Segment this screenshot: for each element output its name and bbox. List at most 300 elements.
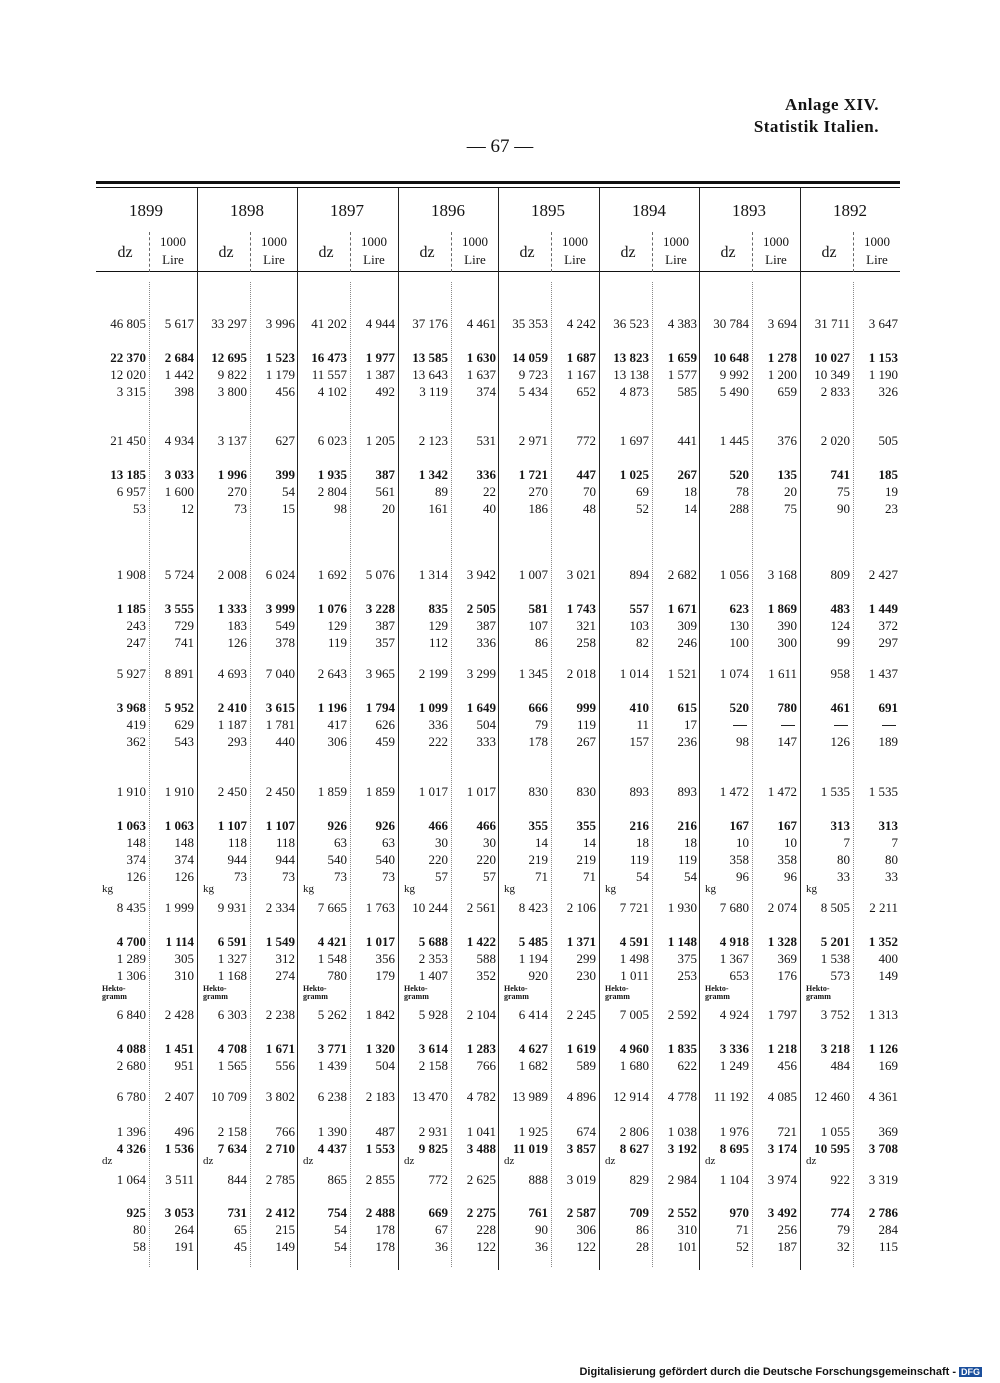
value-cell: 1 371 <box>566 934 596 949</box>
quantity-cell: 8 435 <box>116 900 146 915</box>
value-cell: 321 <box>576 618 596 633</box>
quantity-cell: 71 <box>535 869 548 884</box>
unit-dz-header: dz <box>620 244 636 261</box>
value-cell: 1 553 <box>365 1141 395 1156</box>
unit-lire-bottom: Lire <box>564 252 586 267</box>
quantity-cell: 2 123 <box>418 433 448 448</box>
quantity-cell: 119 <box>629 852 649 867</box>
value-cell: 626 <box>375 717 395 732</box>
quantity-cell: 2 971 <box>518 433 548 448</box>
value-cell: 2 427 <box>868 567 898 582</box>
value-cell: 4 896 <box>566 1089 596 1104</box>
value-cell: 561 <box>375 484 395 499</box>
quantity-cell: 6 840 <box>116 1007 146 1022</box>
quantity-cell: 35 353 <box>512 316 548 331</box>
quantity-cell: 46 805 <box>110 316 146 331</box>
value-cell: 3 965 <box>365 666 395 681</box>
value-cell: 178 <box>375 1239 395 1254</box>
quantity-cell: 2 833 <box>820 384 850 399</box>
value-cell: 372 <box>878 618 898 633</box>
quantity-cell: 2 450 <box>217 784 247 799</box>
value-cell: 1 611 <box>768 666 797 681</box>
quantity-cell: 3 218 <box>820 1041 850 1056</box>
quantity-cell: 67 <box>435 1222 448 1237</box>
column-subdivider <box>350 282 351 1267</box>
value-cell: 1 600 <box>164 484 194 499</box>
quantity-cell: 112 <box>428 635 448 650</box>
unit-label-line: gramm <box>404 992 429 1001</box>
value-cell: 119 <box>677 852 697 867</box>
value-cell: 2 984 <box>667 1172 697 1187</box>
quantity-cell: 6 780 <box>116 1089 146 1104</box>
unit-label-line: dz <box>605 1155 616 1167</box>
quantity-cell: 2 353 <box>418 951 448 966</box>
value-cell: 63 <box>382 835 395 850</box>
value-cell: 2 412 <box>265 1205 295 1220</box>
quantity-cell: 557 <box>629 601 649 616</box>
value-cell: 135 <box>777 467 797 482</box>
value-cell: 652 <box>576 384 596 399</box>
value-cell: 1 437 <box>868 666 898 681</box>
quantity-cell: 958 <box>830 666 850 681</box>
value-cell: 459 <box>375 734 395 749</box>
quantity-cell: 741 <box>830 467 850 482</box>
hektogramm-unit-label <box>303 985 328 1001</box>
unit-label-line: Hekto- <box>203 984 227 993</box>
quantity-cell: 970 <box>729 1205 749 1220</box>
quantity-cell: 1 859 <box>317 784 347 799</box>
quantity-cell: 1 472 <box>719 784 749 799</box>
dz-unit-label <box>605 1155 615 1167</box>
quantity-cell: 5 490 <box>719 384 749 399</box>
value-cell: 2 592 <box>667 1007 697 1022</box>
value-cell: 944 <box>275 852 295 867</box>
quantity-cell: 1 445 <box>719 433 749 448</box>
quantity-cell: 12 914 <box>613 1089 649 1104</box>
value-cell: 1 190 <box>868 367 898 382</box>
year-header: 1892 <box>833 201 867 220</box>
quantity-cell: 98 <box>334 501 347 516</box>
quantity-cell: 183 <box>227 618 247 633</box>
value-cell: 1 278 <box>767 350 797 365</box>
value-cell: 1 521 <box>667 666 697 681</box>
value-cell: 492 <box>375 384 395 399</box>
hektogramm-unit-label <box>705 985 730 1001</box>
value-cell: 549 <box>275 618 295 633</box>
quantity-cell: 161 <box>428 501 448 516</box>
value-cell: 5 617 <box>164 316 194 331</box>
column-subdivider <box>250 282 251 1267</box>
value-cell: 119 <box>576 717 596 732</box>
value-cell: 2 183 <box>365 1089 395 1104</box>
hektogramm-unit-label <box>605 985 630 1001</box>
unit-lire-header <box>651 233 701 269</box>
column-subdivider <box>149 282 150 1267</box>
value-cell: 352 <box>476 968 496 983</box>
quantity-cell: 520 <box>729 467 749 482</box>
value-cell: 179 <box>375 968 395 983</box>
quantity-cell: 54 <box>334 1239 347 1254</box>
quantity-cell: 4 700 <box>116 934 146 949</box>
value-cell: 487 <box>375 1124 395 1139</box>
dz-unit-label <box>303 1155 313 1167</box>
year-header: 1898 <box>230 201 264 220</box>
value-cell: 3 021 <box>566 567 596 582</box>
quantity-cell: 36 <box>435 1239 448 1254</box>
quantity-cell: 653 <box>729 968 749 983</box>
quantity-cell: 126 <box>126 869 146 884</box>
quantity-cell: 80 <box>133 1222 146 1237</box>
quantity-cell: 32 <box>837 1239 850 1254</box>
quantity-cell: 157 <box>629 734 649 749</box>
quantity-cell: 355 <box>528 818 548 833</box>
value-cell: 3 228 <box>365 601 395 616</box>
value-cell: 629 <box>174 717 194 732</box>
quantity-cell: 6 957 <box>116 484 146 499</box>
value-cell: 122 <box>476 1239 496 1254</box>
value-cell: 4 085 <box>767 1089 797 1104</box>
quantity-cell: 129 <box>327 618 347 633</box>
value-cell: 1 930 <box>667 900 697 915</box>
quantity-cell: 6 238 <box>317 1089 347 1104</box>
quantity-cell: 483 <box>830 601 850 616</box>
value-cell: 3 974 <box>767 1172 797 1187</box>
quantity-cell: 4 924 <box>719 1007 749 1022</box>
dfg-logo: DFG <box>961 1367 980 1377</box>
value-cell: 556 <box>275 1058 295 1073</box>
quantity-cell: 520 <box>729 700 749 715</box>
value-cell: 1 205 <box>365 433 395 448</box>
quantity-cell: 922 <box>830 1172 850 1187</box>
kg-unit-label <box>806 883 817 895</box>
value-cell: 169 <box>878 1058 898 1073</box>
value-cell: 2 488 <box>365 1205 395 1220</box>
quantity-cell: 9 992 <box>719 367 749 382</box>
value-cell: 999 <box>576 700 596 715</box>
quantity-cell: 4 708 <box>217 1041 247 1056</box>
value-cell: 1 422 <box>466 934 496 949</box>
value-cell: 1 218 <box>767 1041 797 1056</box>
quantity-cell: 1 017 <box>418 784 448 799</box>
quantity-cell: 288 <box>729 501 749 516</box>
value-cell: 588 <box>476 951 496 966</box>
unit-lire-header <box>148 233 198 269</box>
value-cell: 1 977 <box>365 350 395 365</box>
value-cell: 187 <box>777 1239 797 1254</box>
value-cell: 3 492 <box>767 1205 797 1220</box>
value-cell: 336 <box>476 635 496 650</box>
quantity-cell: 3 800 <box>217 384 247 399</box>
value-cell: 440 <box>275 734 295 749</box>
quantity-cell: 12 460 <box>814 1089 850 1104</box>
quantity-cell: 73 <box>334 869 347 884</box>
value-cell: 336 <box>476 467 496 482</box>
quantity-cell: 894 <box>629 567 649 582</box>
hektogramm-unit-label <box>203 985 228 1001</box>
quantity-cell: 10 <box>736 835 749 850</box>
quantity-cell: 86 <box>636 1222 649 1237</box>
quantity-cell: 1 976 <box>719 1124 749 1139</box>
quantity-cell: 2 020 <box>820 433 850 448</box>
quantity-cell: 96 <box>736 869 749 884</box>
quantity-cell: 1 011 <box>620 968 649 983</box>
value-cell: 1 797 <box>767 1007 797 1022</box>
value-cell: 505 <box>878 433 898 448</box>
quantity-cell: 1 498 <box>619 951 649 966</box>
quantity-cell: 11 019 <box>512 1141 548 1156</box>
quantity-cell: 809 <box>830 567 850 582</box>
unit-label-line: Hekto- <box>102 984 126 993</box>
empty-dash <box>733 725 747 726</box>
value-cell: 3 694 <box>767 316 797 331</box>
value-cell: 33 <box>885 869 898 884</box>
value-cell: 1 107 <box>265 818 295 833</box>
value-cell: 674 <box>576 1124 596 1139</box>
value-cell: 14 <box>684 501 697 516</box>
value-cell: 253 <box>677 968 697 983</box>
value-cell: 71 <box>583 869 596 884</box>
empty-dash <box>781 725 795 726</box>
quantity-cell: 1 565 <box>217 1058 247 1073</box>
quantity-cell: 1 064 <box>116 1172 146 1187</box>
quantity-cell: 2 158 <box>418 1058 448 1073</box>
value-cell: 147 <box>777 734 797 749</box>
quantity-cell: 1 692 <box>317 567 347 582</box>
quantity-cell: 761 <box>528 1205 548 1220</box>
value-cell: 1 763 <box>365 900 395 915</box>
value-cell: 659 <box>777 384 797 399</box>
unit-dz-header: dz <box>318 244 334 261</box>
value-cell: 374 <box>174 852 194 867</box>
dz-unit-label <box>404 1155 414 1167</box>
quantity-cell: 3 336 <box>719 1041 749 1056</box>
quantity-cell: 11 557 <box>311 367 347 382</box>
quantity-cell: 45 <box>234 1239 247 1254</box>
quantity-cell: 7 721 <box>619 900 649 915</box>
value-cell: 3 168 <box>767 567 797 582</box>
quantity-cell: 5 201 <box>820 934 850 949</box>
quantity-cell: 1 104 <box>719 1172 749 1187</box>
value-cell: 1 017 <box>365 934 395 949</box>
quantity-cell: 10 709 <box>211 1089 247 1104</box>
value-cell: 2 625 <box>466 1172 496 1187</box>
quantity-cell: 540 <box>327 852 347 867</box>
column-subdivider <box>652 282 653 1267</box>
dz-unit-label <box>705 1155 715 1167</box>
unit-label-line: gramm <box>605 992 630 1001</box>
unit-label-line: gramm <box>705 992 730 1001</box>
quantity-cell: 410 <box>629 700 649 715</box>
value-cell: 1 449 <box>868 601 898 616</box>
quantity-cell: 3 614 <box>418 1041 448 1056</box>
quantity-cell: 103 <box>629 618 649 633</box>
quantity-cell: 1 025 <box>619 467 649 482</box>
quantity-cell: 13 138 <box>613 367 649 382</box>
value-cell: 2 074 <box>767 900 797 915</box>
quantity-cell: 6 591 <box>217 934 247 949</box>
quantity-cell: 36 523 <box>613 316 649 331</box>
value-cell: 357 <box>375 635 395 650</box>
quantity-cell: 9 825 <box>418 1141 448 1156</box>
value-cell: 615 <box>677 700 697 715</box>
value-cell: 122 <box>576 1239 596 1254</box>
hektogramm-unit-label <box>504 985 529 1001</box>
value-cell: 22 <box>483 484 496 499</box>
value-cell: 399 <box>275 467 295 482</box>
quantity-cell: 709 <box>629 1205 649 1220</box>
unit-label-line: Hekto- <box>404 984 428 993</box>
value-cell: 3 647 <box>868 316 898 331</box>
value-cell: 5 952 <box>164 700 194 715</box>
value-cell: 256 <box>777 1222 797 1237</box>
quantity-cell: 1 249 <box>719 1058 749 1073</box>
value-cell: 19 <box>885 484 898 499</box>
quantity-cell: 13 585 <box>412 350 448 365</box>
value-cell: 893 <box>677 784 697 799</box>
unit-label-line: gramm <box>303 992 328 1001</box>
value-cell: 3 033 <box>164 467 194 482</box>
quantity-cell: 623 <box>729 601 749 616</box>
value-cell: 1 535 <box>868 784 898 799</box>
annex-label <box>754 94 879 138</box>
value-cell: 1 148 <box>667 934 697 949</box>
quantity-cell: 100 <box>729 635 749 650</box>
value-cell: 333 <box>476 734 496 749</box>
year-header: 1893 <box>732 201 766 220</box>
value-cell: 504 <box>476 717 496 732</box>
kg-unit-label <box>203 883 214 895</box>
value-cell: 4 944 <box>365 316 395 331</box>
quantity-cell: 4 437 <box>317 1141 347 1156</box>
value-cell: 1 659 <box>667 350 697 365</box>
value-cell: 18 <box>684 484 697 499</box>
value-cell: 54 <box>282 484 295 499</box>
quantity-cell: 4 918 <box>719 934 749 949</box>
quantity-cell: 11 192 <box>713 1089 749 1104</box>
quantity-cell: 10 244 <box>412 900 448 915</box>
quantity-cell: 5 434 <box>518 384 548 399</box>
quantity-cell: 37 176 <box>412 316 448 331</box>
kg-unit-label <box>705 883 716 895</box>
quantity-cell: 79 <box>837 1222 850 1237</box>
unit-label-line: Hekto- <box>605 984 629 993</box>
value-cell: 115 <box>878 1239 898 1254</box>
quantity-cell: 2 008 <box>217 567 247 582</box>
quantity-cell: 118 <box>227 835 247 850</box>
value-cell: 1 910 <box>164 784 194 799</box>
value-cell: 830 <box>576 784 596 799</box>
value-cell: 1 842 <box>365 1007 395 1022</box>
quantity-cell: 5 927 <box>116 666 146 681</box>
value-cell: 230 <box>576 968 596 983</box>
unit-label-line: kg <box>203 883 214 895</box>
unit-lire-top: 1000 <box>763 234 789 249</box>
value-cell: 3 053 <box>164 1205 194 1220</box>
quantity-cell: 362 <box>126 734 146 749</box>
empty-dash <box>882 725 896 726</box>
value-cell: 390 <box>777 618 797 633</box>
value-cell: 772 <box>576 433 596 448</box>
quantity-cell: 2 806 <box>619 1124 649 1139</box>
value-cell: 1 523 <box>265 350 295 365</box>
quantity-cell: 36 <box>535 1239 548 1254</box>
value-cell: 6 024 <box>265 567 295 582</box>
quantity-cell: 2 158 <box>217 1124 247 1139</box>
quantity-cell: 774 <box>830 1205 850 1220</box>
value-cell: 691 <box>878 700 898 715</box>
quantity-cell: 30 784 <box>713 316 749 331</box>
value-cell: 189 <box>878 734 898 749</box>
unit-lire-top: 1000 <box>562 234 588 249</box>
quantity-cell: 313 <box>830 818 850 833</box>
quantity-cell: 12 020 <box>110 367 146 382</box>
value-cell: 1 451 <box>164 1041 194 1056</box>
value-cell: 1 794 <box>365 700 395 715</box>
value-cell: 80 <box>885 852 898 867</box>
value-cell: 3 192 <box>667 1141 697 1156</box>
quantity-cell: 772 <box>428 1172 448 1187</box>
quantity-cell: 129 <box>428 618 448 633</box>
quantity-cell: 18 <box>636 835 649 850</box>
anlage-title: Anlage XIV. <box>785 95 879 114</box>
quantity-cell: 4 627 <box>518 1041 548 1056</box>
quantity-cell: 6 023 <box>317 433 347 448</box>
quantity-cell: 865 <box>327 1172 347 1187</box>
table-top-rule <box>96 181 900 184</box>
value-cell: 1 859 <box>365 784 395 799</box>
value-cell: 589 <box>576 1058 596 1073</box>
quantity-cell: 9 822 <box>217 367 247 382</box>
quantity-cell: 270 <box>528 484 548 499</box>
unit-label-line: dz <box>303 1155 314 1167</box>
quantity-cell: 99 <box>837 635 850 650</box>
quantity-cell: 1 697 <box>619 433 649 448</box>
unit-label-line: kg <box>806 883 817 895</box>
unit-label-line: dz <box>504 1155 515 1167</box>
quantity-cell: 7 680 <box>719 900 749 915</box>
quantity-cell: 926 <box>327 818 347 833</box>
value-cell: 7 040 <box>265 666 295 681</box>
quantity-cell: 58 <box>133 1239 146 1254</box>
value-cell: 3 802 <box>265 1089 295 1104</box>
kg-unit-label <box>504 883 515 895</box>
quantity-cell: 80 <box>837 852 850 867</box>
value-cell: 1 328 <box>767 934 797 949</box>
quantity-cell: 1 721 <box>518 467 548 482</box>
quantity-cell: 1 014 <box>619 666 649 681</box>
quantity-cell: 1 289 <box>116 951 146 966</box>
value-cell: 3 555 <box>164 601 194 616</box>
quantity-cell: 8 505 <box>820 900 850 915</box>
quantity-cell: 13 989 <box>512 1089 548 1104</box>
quantity-cell: 1 407 <box>418 968 448 983</box>
quantity-cell: 16 473 <box>311 350 347 365</box>
unit-lire-header <box>249 233 299 269</box>
unit-lire-bottom: Lire <box>263 252 285 267</box>
unit-label-line: dz <box>806 1155 817 1167</box>
footer-text: Digitalisierung gefördert durch die Deutsche Forschungsgemeinschaft - <box>579 1366 956 1378</box>
value-cell: 1 126 <box>868 1041 898 1056</box>
value-cell: 18 <box>684 835 697 850</box>
quantity-cell: 1 063 <box>116 818 146 833</box>
value-cell: 729 <box>174 618 194 633</box>
unit-dz-header: dz <box>419 244 435 261</box>
value-cell: 96 <box>784 869 797 884</box>
quantity-cell: 1 306 <box>116 968 146 983</box>
value-cell: 456 <box>777 1058 797 1073</box>
value-cell: 264 <box>174 1222 194 1237</box>
quantity-cell: 54 <box>334 1222 347 1237</box>
